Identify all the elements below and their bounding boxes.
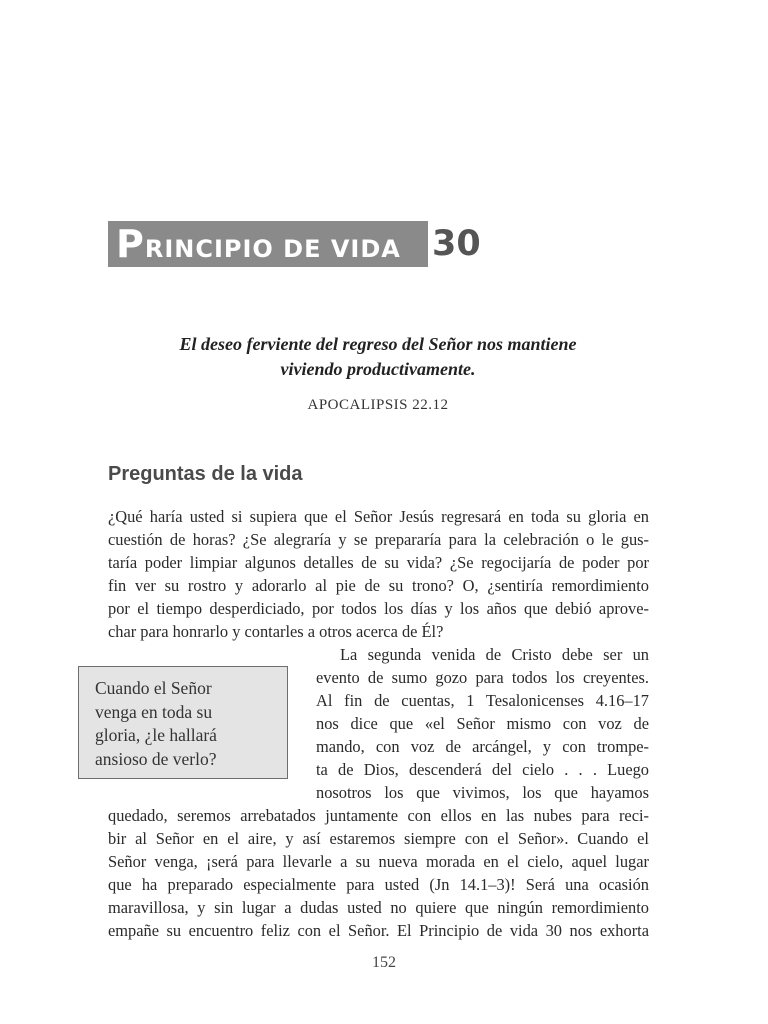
body-line: nosotros los que vivimos, los que hayamos xyxy=(316,783,649,802)
body-line: bir al Señor en el aire, y así estaremos siempre con el Señor». Cuando el xyxy=(108,829,649,848)
body-line: quedado, seremos arrebatados juntamente con ellos en las nubes para reci- xyxy=(108,806,649,825)
body-line: taría poder limpiar algunos detalles de su vida? ¿Se regocijaría de poder por xyxy=(108,553,649,572)
chapter-heading xyxy=(108,221,481,267)
epigraph-reference: APOCALIPSIS 22.12 xyxy=(307,397,449,413)
body-line: fin ver su rostro y adorarlo al pie de su trono? O, ¿sentiría remordimiento xyxy=(108,576,649,595)
body-line: evento de sumo gozo para todos los creyentes. xyxy=(316,668,649,687)
chapter-number: 30 xyxy=(432,224,481,264)
section-title: Preguntas de la vida xyxy=(108,463,303,485)
body-line: mando, con voz de arcángel, y con trompe- xyxy=(316,737,649,756)
body-line: que ha preparado especialmente para usted (Jn 14.1–3)! Será una ocasión xyxy=(108,875,649,894)
epigraph-line-2: viviendo productivamente. xyxy=(280,359,476,379)
chapter-label-box xyxy=(108,221,428,267)
body-line: empañe su encuentro feliz con el Señor. El Principio de vida 30 nos exhorta xyxy=(108,921,649,940)
epigraph-line-1: El deseo ferviente del regreso del Señor nos mantiene xyxy=(179,334,577,354)
pull-quote-line-2: venga en toda su xyxy=(95,701,213,722)
epigraph xyxy=(108,332,648,382)
body-line: ta de Dios, descenderá del cielo . . . Luego xyxy=(316,760,649,779)
pull-quote xyxy=(78,666,288,779)
chapter-label-text: RINCIPIO DE VIDA xyxy=(144,235,401,263)
body-line: Al fin de cuentas, 1 Tesalonicenses 4.16–17 xyxy=(316,691,649,710)
chapter-label-initial: P xyxy=(116,222,145,266)
page-number: 152 xyxy=(372,954,396,971)
body-line: Señor venga, ¡será para llevarle a su nueva morada en el cielo, aquel lugar xyxy=(108,852,649,871)
body-line: por el tiempo desperdiciado, por todos los días y los años que debió aprove- xyxy=(108,599,649,618)
body-line: char para honrarlo y contarles a otros acerca de Él? xyxy=(108,622,444,641)
body-line: cuestión de horas? ¿Se alegraría y se prepararía para la celebración o le gus- xyxy=(108,530,649,549)
body-line: La segunda venida de Cristo debe ser un xyxy=(340,645,649,664)
pull-quote-line-1: Cuando el Señor xyxy=(95,678,212,698)
body-line: nos dice que «el Señor mismo con voz de xyxy=(316,714,649,733)
pull-quote-line-4: ansioso de verlo? xyxy=(95,748,217,769)
body-line: maravillosa, y sin lugar a dudas usted no quiere que ningún remordimiento xyxy=(108,898,649,917)
body-line: ¿Qué haría usted si supiera que el Señor Jesús regresará en toda su gloria en xyxy=(108,507,649,526)
pull-quote-line-3: gloria, ¿le hallará xyxy=(95,725,217,745)
